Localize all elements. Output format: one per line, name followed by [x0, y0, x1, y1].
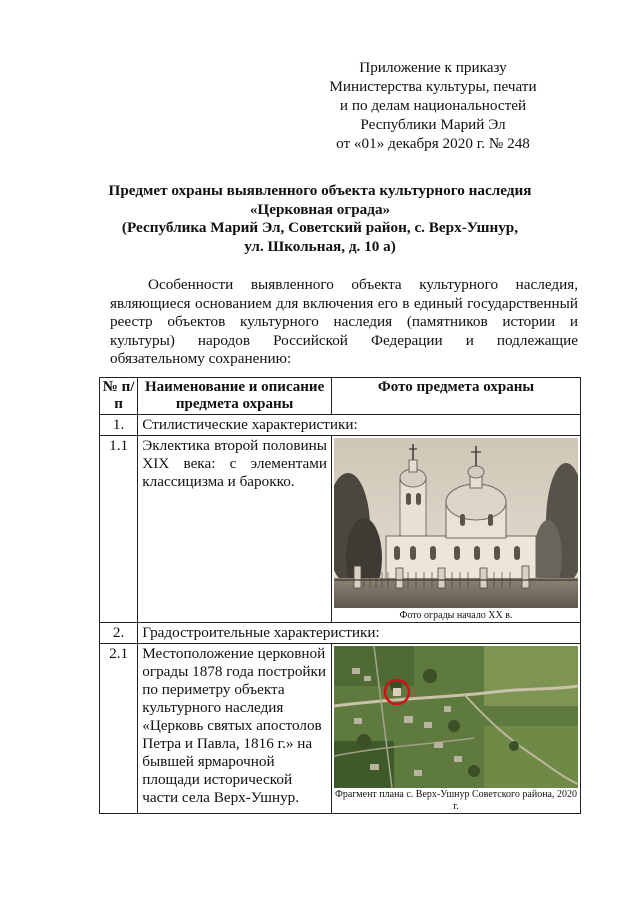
section-label: Стилистические характеристики: — [138, 415, 581, 436]
item-description: Эклектика второй половины XIX века: с элементами классицизма и барокко. — [138, 436, 332, 623]
section-row — [100, 415, 581, 436]
table-header-row — [100, 378, 581, 415]
intro-paragraph: Особенности выявленного объекта культурного наследия, являющиеся основанием для включения его в единый государственный реестр объектов культурного наследия (памятников истории и культуры) народов Российской Федерации и подлежащие обязательному сохранению: — [110, 276, 578, 367]
title-line: ул. Школьная, д. 10 а) — [244, 237, 396, 255]
item-num: 1.1 — [100, 436, 138, 623]
header-num: № п/п — [100, 378, 138, 415]
document-title — [100, 182, 540, 256]
table-row — [100, 436, 581, 623]
protection-table — [99, 377, 581, 814]
church-photo — [334, 438, 578, 608]
item-num: 2.1 — [100, 644, 138, 814]
section-num: 2. — [100, 623, 138, 644]
satellite-map — [334, 646, 578, 788]
section-label: Градостроительные характеристики: — [138, 623, 581, 644]
photo-cell — [332, 436, 581, 623]
title-line: Предмет охраны выявленного объекта культурного наследия — [108, 182, 532, 199]
annex-line: Приложение к приказу — [359, 59, 507, 76]
header-desc: Наименование и описание предмета охраны — [138, 378, 332, 415]
section-row — [100, 623, 581, 644]
annex-line: от «01» декабря 2020 г. № 248 — [336, 135, 530, 152]
header-photo: Фото предмета охраны — [332, 378, 581, 415]
photo-caption: Фото ограды начало XX в. — [399, 610, 513, 621]
map-caption: Фрагмент плана с. Верх-Ушнур Советского района, 2020 г. — [335, 789, 577, 812]
title-line: «Церковная ограда» — [249, 200, 391, 218]
annex-line: Министерства культуры, печати — [329, 78, 537, 95]
annex-line: Республики Марий Эл — [360, 116, 506, 133]
section-num: 1. — [100, 415, 138, 436]
title-line: (Республика Марий Эл, Советский район, с. Верх-Ушнур, — [121, 219, 519, 236]
photo-cell — [332, 644, 581, 814]
annex-block — [0, 58, 568, 153]
annex-line: и по делам национальностей — [339, 97, 527, 114]
item-description: Местоположение церковной ограды 1878 года постройки по периметру объекта культурного наследия «Церковь святых апостолов Петра и Павла, 1816 г.» на бывшей ярмарочной площади исторической части села Верх-Ушнур. — [138, 644, 332, 814]
table-row — [100, 644, 581, 814]
